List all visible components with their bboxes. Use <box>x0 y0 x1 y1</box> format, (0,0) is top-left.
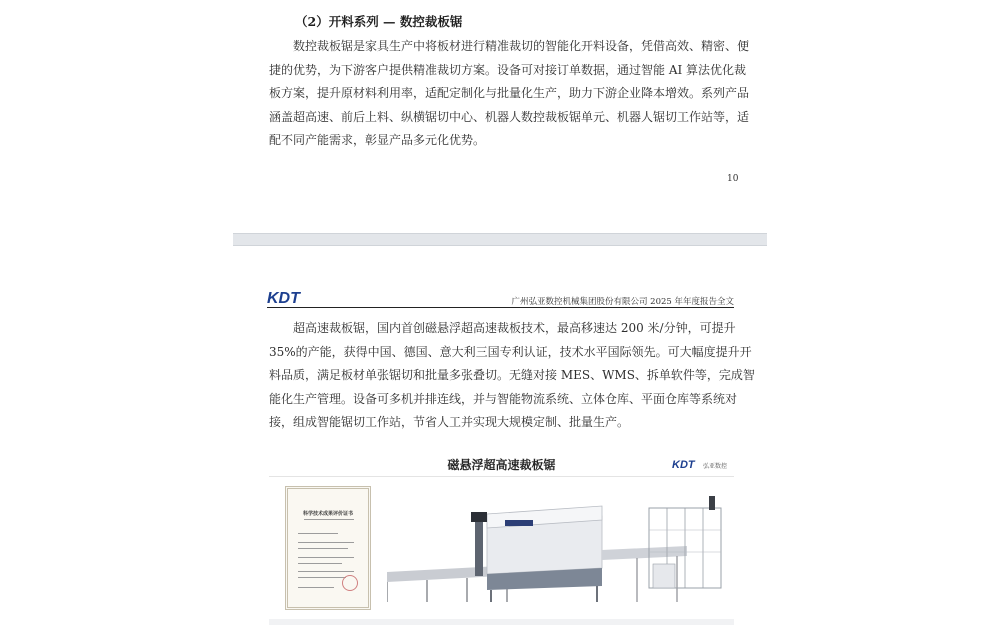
page-number: 10 <box>727 174 739 184</box>
certificate-text-line <box>298 548 348 549</box>
paragraph-line: 涵盖超高速、前后上料、纵横锯切中心、机器人数控裁板锯单元、机器人锯切工作站等，适 <box>269 109 750 124</box>
paragraph-line: 捷的优势，为下游客户提供精准裁切方案。设备可对接订单数据，通过智能 AI 算法优化裁 <box>269 62 747 77</box>
paragraph-line: 35%的产能，获得中国、德国、意大利三国专利认证，技术水平国际领先。可大幅度提升开 <box>269 344 752 359</box>
paragraph-line: 数控裁板锯是家具生产中将板材进行精准裁切的智能化开料设备，凭借高效、精密、便 <box>293 39 750 53</box>
paragraph-line: 配不同产能需求，彰显产品多元化优势。 <box>269 133 486 147</box>
certificate-text-line <box>298 563 342 564</box>
certificate-text-line <box>298 587 334 588</box>
header-rule <box>267 307 734 308</box>
report-page-10 <box>233 0 767 233</box>
figure-title: 磁悬浮超高速裁板锯 <box>447 458 556 472</box>
paragraph-line: 板方案，提升原材料利用率，适配定制化与批量化生产，助力下游企业降本增效。系列产品 <box>269 86 750 100</box>
paragraph-line: 能化生产管理。设备可多机并排连线，并与智能物流系统、立体仓库、平面仓库等系统对 <box>269 391 738 406</box>
panel-saw-machine-image <box>387 490 727 610</box>
report-page-11 <box>233 246 767 625</box>
kdt-logo <box>267 289 313 305</box>
section-heading: （2）开料系列 — 数控裁板锯 <box>295 14 463 29</box>
paragraph-line: 料品质，满足板材单张锯切和批量多张叠切。无缝对接 MES、WMS、拆单软件等，完成智 <box>269 368 755 382</box>
product-paragraph <box>269 317 755 435</box>
figure-footer-strip <box>269 619 734 625</box>
figure-title-rule <box>269 476 734 477</box>
page-header-title: 广州弘亚数控机械集团股份有限公司 2025 年年度报告全文 <box>511 297 734 307</box>
product-figure <box>269 450 734 625</box>
certificate-seal <box>342 575 358 591</box>
section-paragraph <box>269 35 750 153</box>
paragraph-line: 超高速裁板锯，国内首创磁悬浮超高速裁板技术，最高移速达 200 米/分钟，可提升 <box>293 321 736 335</box>
figure-logo-text: KDT <box>672 459 695 471</box>
figure-brand-name: 弘亚数控 <box>703 463 728 470</box>
certificate-text-line <box>298 533 338 534</box>
certificate-text-line <box>304 519 354 520</box>
certificate-text-line <box>298 577 346 578</box>
page-separator <box>233 233 767 246</box>
certificate-title: 科学技术成果评价证书 <box>302 511 353 517</box>
certificate-text-line <box>298 557 354 558</box>
figure-brand-logo <box>672 457 728 471</box>
certificate-text-line <box>298 571 354 572</box>
logo-text: KDT <box>267 290 300 305</box>
certificate-image <box>285 486 371 610</box>
certificate-text-line <box>298 542 354 543</box>
paragraph-line: 接，组成智能锯切工作站，节省人工并实现大规模定制、批量生产。 <box>269 415 630 429</box>
